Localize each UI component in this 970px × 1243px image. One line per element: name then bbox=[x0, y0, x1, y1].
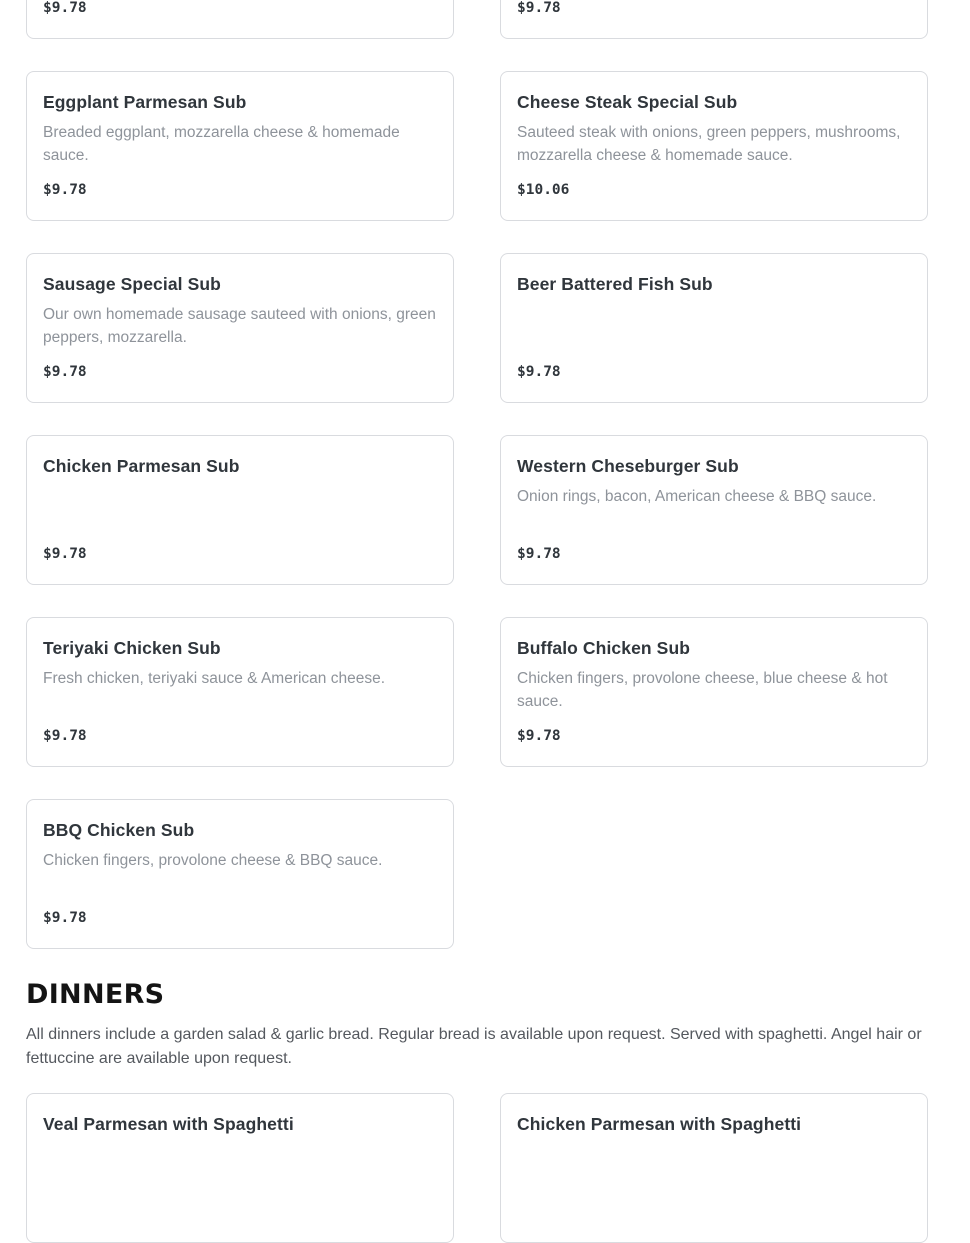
menu-item-price: $9.78 bbox=[517, 546, 561, 562]
menu-item-description: Chicken fingers, provolone cheese & BBQ sauce. bbox=[43, 852, 383, 869]
menu-item-description: Sauteed steak with onions, green peppers, mushrooms, mozzarella cheese & homemade sauce. bbox=[517, 124, 901, 164]
dinners-section bbox=[26, 1093, 958, 1243]
dinners-section-note: All dinners include a garden salad & garlic bread. Regular bread is available upon request. Served with spaghetti. Angel hair or fettuccine are available upon request. bbox=[26, 1026, 922, 1067]
menu-item-description: Onion rings, bacon, American cheese & BBQ sauce. bbox=[517, 488, 877, 505]
menu-item-price: $9.78 bbox=[43, 546, 87, 562]
menu-item-card-sausage-special-sub[interactable] bbox=[26, 253, 454, 403]
menu-item-description: Our own homemade sausage sauteed with onions, green peppers, mozzarella. bbox=[43, 306, 436, 346]
menu-item-card-chicken-parmesan-sub[interactable] bbox=[26, 435, 454, 585]
menu-item-description: Fresh chicken, teriyaki sauce & American cheese. bbox=[43, 670, 386, 687]
menu-item-card-chicken-parmesan-with-spaghetti[interactable] bbox=[500, 1093, 928, 1243]
subs-section bbox=[26, 0, 958, 949]
menu-item-description: Chicken fingers, provolone cheese, blue cheese & hot sauce. bbox=[517, 670, 888, 710]
menu-item-card-beer-battered-fish-sub[interactable] bbox=[500, 253, 928, 403]
menu-item-price: $10.06 bbox=[517, 182, 570, 198]
menu-item-title: Beer Battered Fish Sub bbox=[517, 274, 713, 294]
menu-item-card-veal-parmesan-with-spaghetti[interactable] bbox=[26, 1093, 454, 1243]
menu-item-card-western-cheseburger-sub[interactable] bbox=[500, 435, 928, 585]
menu-item-card-partial[interactable] bbox=[500, 0, 928, 39]
menu-item-price: $9.78 bbox=[43, 364, 87, 380]
menu-item-title: Chicken Parmesan with Spaghetti bbox=[517, 1114, 802, 1134]
menu-item-card-partial[interactable] bbox=[26, 0, 454, 39]
menu-item-description: Breaded eggplant, mozzarella cheese & homemade sauce. bbox=[43, 124, 400, 164]
menu-item-title: Sausage Special Sub bbox=[43, 274, 221, 294]
dinners-section-heading: DINNERS bbox=[26, 979, 165, 1010]
menu-item-card-teriyaki-chicken-sub[interactable] bbox=[26, 617, 454, 767]
menu-item-price: $9.78 bbox=[517, 728, 561, 744]
menu-item-title: Chicken Parmesan Sub bbox=[43, 456, 240, 476]
menu-item-card-eggplant-parmesan-sub[interactable] bbox=[26, 71, 454, 221]
menu-item-price: $9.78 bbox=[517, 364, 561, 380]
menu-item-title: Western Cheseburger Sub bbox=[517, 456, 739, 476]
menu-item-price: $9.78 bbox=[43, 910, 87, 926]
menu-item-card-cheese-steak-special-sub[interactable] bbox=[500, 71, 928, 221]
menu-item-title: Buffalo Chicken Sub bbox=[517, 638, 691, 658]
menu-item-title: Eggplant Parmesan Sub bbox=[43, 92, 247, 112]
menu-item-price: $9.78 bbox=[517, 0, 561, 16]
menu-item-card-buffalo-chicken-sub[interactable] bbox=[500, 617, 928, 767]
menu-item-price: $9.78 bbox=[43, 728, 87, 744]
menu-item-price: $9.78 bbox=[43, 182, 87, 198]
menu-item-title: BBQ Chicken Sub bbox=[43, 820, 195, 840]
menu-item-price: $9.78 bbox=[43, 0, 87, 16]
menu-item-title: Veal Parmesan with Spaghetti bbox=[43, 1114, 294, 1134]
menu-item-card-bbq-chicken-sub[interactable] bbox=[26, 799, 454, 949]
menu-item-title: Teriyaki Chicken Sub bbox=[43, 638, 221, 658]
menu-item-title: Cheese Steak Special Sub bbox=[517, 92, 738, 112]
